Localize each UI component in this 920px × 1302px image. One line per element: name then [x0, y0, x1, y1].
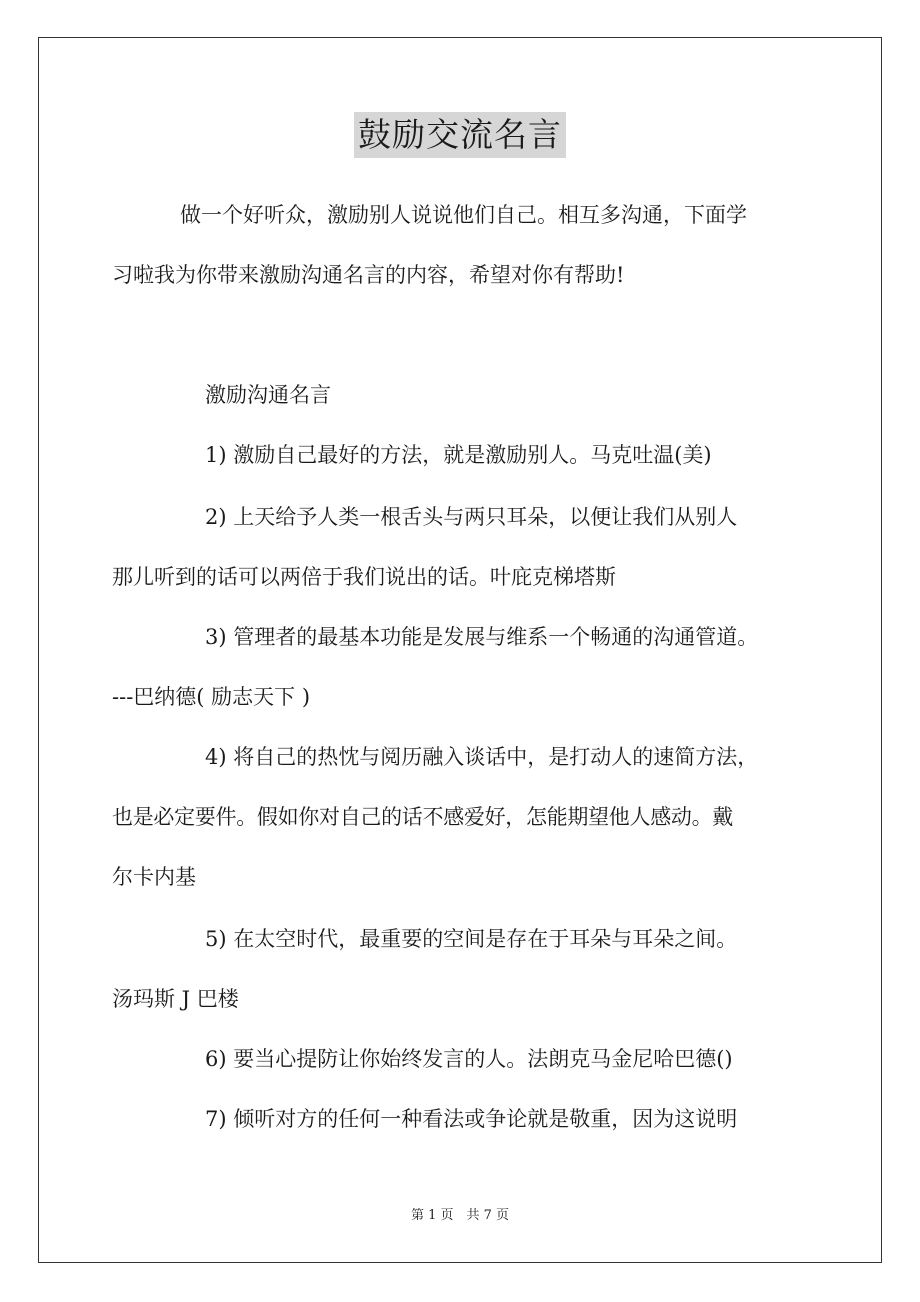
quote-6: 6) 要当心提防让你始终发言的人。法朗克马金尼哈巴德()	[205, 1047, 733, 1071]
quote-2-line-2: 那儿听到的话可以两倍于我们说出的话。叶庇克梯塔斯	[112, 565, 616, 589]
quote-4-line-2: 也是必定要件。假如你对自己的话不感爱好，怎能期望他人感动。戴	[112, 805, 733, 829]
quote-7-line-1: 7) 倾听对方的任何一种看法或争论就是敬重，因为这说明	[205, 1107, 738, 1131]
document-title: 鼓励交流名言	[354, 112, 566, 158]
quote-4-line-3: 尔卡内基	[112, 865, 196, 889]
intro-line-2: 习啦我为你带来激励沟通名言的内容，希望对你有帮助!	[112, 263, 625, 287]
quote-1: 1) 激励自己最好的方法，就是激励别人。马克吐温(美)	[205, 443, 712, 467]
quote-3-line-2: ---巴纳德( 励志天下 )	[112, 685, 311, 709]
intro-line-1: 做一个好听众，激励别人说说他们自己。相互多沟通，下面学	[180, 203, 747, 227]
quote-5-line-1: 5) 在太空时代，最重要的空间是存在于耳朵与耳朵之间。	[205, 927, 738, 951]
document-title-wrapper	[0, 112, 920, 158]
page-footer: 第 1 页 共 7 页	[410, 1208, 510, 1223]
quote-5-line-2: 汤玛斯 J 巴楼	[112, 987, 239, 1011]
section-heading: 激励沟通名言	[205, 383, 331, 407]
quote-2-line-1: 2) 上天给予人类一根舌头与两只耳朵，以便让我们从别人	[205, 505, 738, 529]
quote-3-line-1: 3) 管理者的最基本功能是发展与维系一个畅通的沟通管道。	[205, 625, 759, 649]
quote-4-line-1: 4) 将自己的热忱与阅历融入谈话中，是打动人的速简方法，	[205, 745, 759, 769]
